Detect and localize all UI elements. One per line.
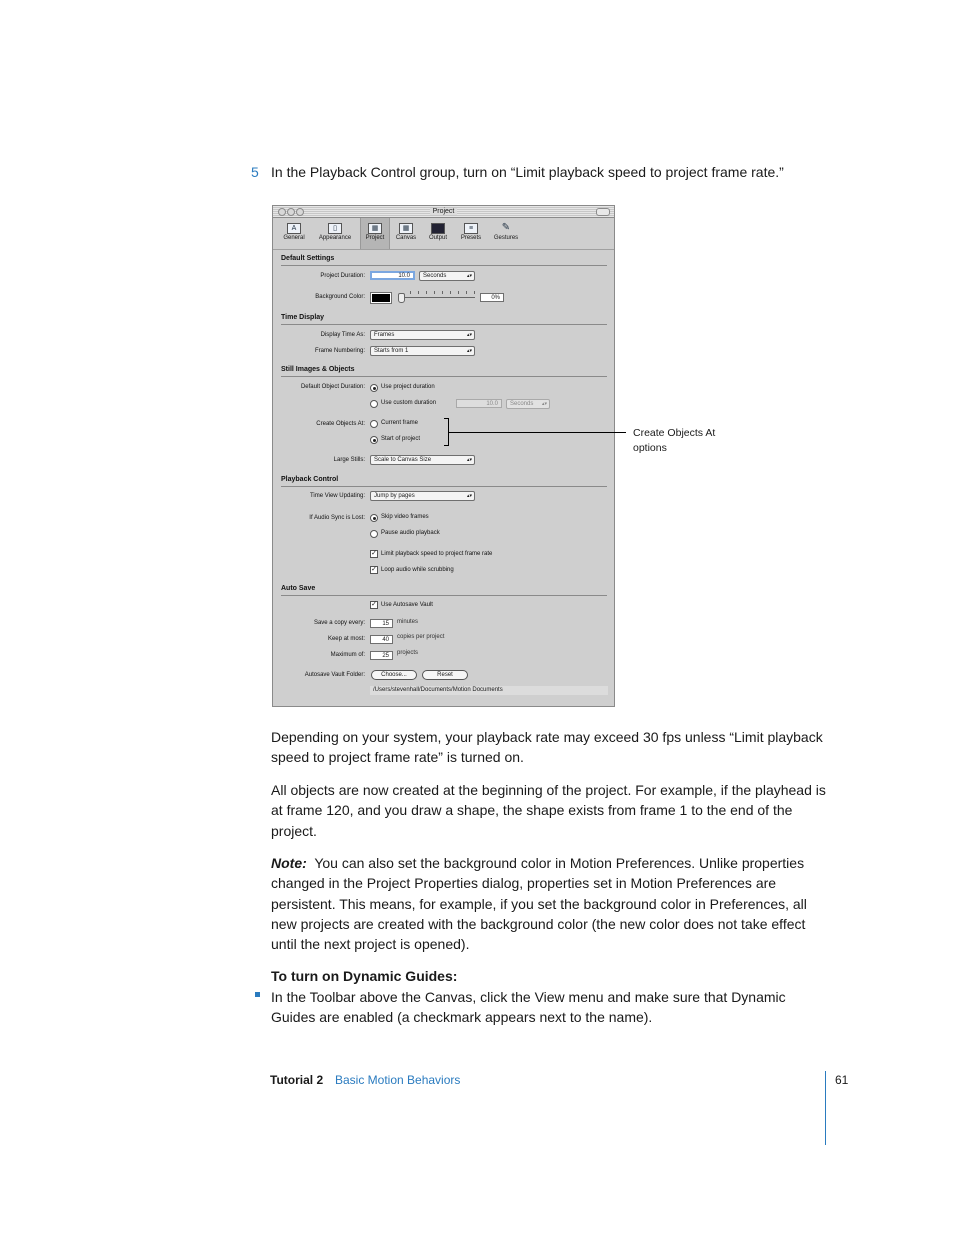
paragraph-playback-rate: Depending on your system, your playback rate may exceed 30 fps unless “Limit playback speed to project frame rate” is turned on.	[271, 729, 823, 766]
use-custom-duration-label: Use custom duration	[381, 400, 437, 406]
window-titlebar	[273, 206, 614, 218]
project-window	[272, 205, 615, 707]
popup-arrows-icon: ▴▾	[466, 332, 472, 338]
loop-audio-label: Loop audio while scrubbing	[381, 567, 454, 573]
popup-arrows-icon: ▴▾	[466, 493, 472, 499]
note-paragraph	[271, 853, 831, 954]
time-view-updating-popup[interactable]: Jump by pages ▴▾	[370, 491, 475, 501]
tab-project[interactable]: ▦ Project	[360, 218, 390, 249]
current-frame-radio[interactable]	[370, 420, 378, 428]
tab-general[interactable]: A General	[283, 225, 305, 241]
display-time-as-popup[interactable]: Frames ▴▾	[370, 330, 475, 340]
popup-arrows-icon: ▴▾	[466, 273, 472, 279]
maximum-of-unit: projects	[397, 650, 419, 656]
checkmark-icon: ✓	[371, 601, 377, 608]
save-copy-every-label: Save a copy every:	[313, 620, 365, 626]
bullet-icon	[255, 992, 260, 997]
project-duration-input[interactable]: 10.0	[370, 271, 415, 280]
skip-video-frames-label: Skip video frames	[381, 514, 429, 520]
background-color-label: Background Color:	[315, 294, 365, 300]
preferences-toolbar	[273, 218, 614, 250]
general-icon: A	[287, 223, 301, 234]
save-copy-every-unit: minutes	[397, 619, 419, 625]
callout-text: Create Objects At options	[633, 427, 716, 454]
opacity-input[interactable]: 0%	[480, 293, 504, 302]
vault-folder-label: Autosave Vault Folder:	[304, 672, 365, 678]
maximum-of-label: Maximum of:	[330, 652, 365, 658]
section-default-settings: Default Settings	[281, 255, 335, 262]
note-text: You can also set the background color in Motion Preferences. Unlike properties changed in the Project Properties dialog, properties set in Motion Preferences are persistent. This means, for example, if you set the background color in Preferences, all new projects are created with the background color (the new color does not take effect until the next project is opened).	[271, 855, 807, 953]
current-frame-label: Current frame	[381, 420, 419, 426]
keep-at-most-unit: copies per project	[397, 634, 445, 640]
use-autosave-vault-checkbox[interactable]	[370, 601, 378, 609]
window-title: Project	[430, 208, 458, 215]
paragraph-objects-created: All objects are now created at the beginning of the project. For example, if the playhead is at frame 120, and you draw a shape, the shape exists from frame 1 to the end of the project.	[271, 782, 826, 839]
appearance-icon: ▯	[328, 223, 342, 234]
start-of-project-radio[interactable]	[370, 436, 378, 444]
presets-icon: ≡	[464, 223, 478, 234]
footer-tutorial: Tutorial 2	[270, 1073, 324, 1087]
create-objects-at-label: Create Objects At:	[316, 421, 365, 427]
page-number: 61	[835, 1073, 849, 1087]
default-object-duration-label: Default Object Duration:	[300, 384, 365, 390]
step-text: In the Playback Control group, turn on “Limit playback speed to project frame rate.”	[271, 164, 784, 180]
canvas-icon: ▦	[399, 223, 413, 234]
large-stills-popup[interactable]: Scale to Canvas Size ▴▾	[370, 455, 475, 465]
frame-numbering-label: Frame Numbering:	[314, 348, 365, 354]
popup-arrows-icon: ▴▾	[541, 401, 547, 407]
divider	[281, 376, 607, 377]
tab-gestures[interactable]: ✎ Gestures	[493, 222, 519, 241]
section-auto-save: Auto Save	[281, 585, 316, 592]
keep-at-most-input[interactable]: 40	[370, 635, 393, 644]
use-autosave-vault-label: Use Autosave Vault	[381, 602, 433, 608]
divider	[281, 595, 607, 596]
audio-sync-label: If Audio Sync is Lost:	[309, 515, 365, 521]
keep-at-most-label: Keep at most:	[327, 636, 365, 642]
use-project-duration-label: Use project duration	[381, 384, 435, 390]
popup-arrows-icon: ▴▾	[466, 348, 472, 354]
project-duration-label: Project Duration:	[320, 273, 365, 279]
divider	[281, 265, 607, 266]
choose-button[interactable]: Choose...	[371, 670, 417, 680]
large-stills-label: Large Stills:	[333, 457, 365, 463]
section-playback-control: Playback Control	[281, 476, 339, 483]
reset-button[interactable]: Reset	[422, 670, 468, 680]
tab-appearance[interactable]: ▯ Appearance	[318, 225, 352, 241]
checkmark-icon: ✓	[371, 550, 377, 557]
start-of-project-label: Start of project	[381, 436, 421, 442]
tab-presets[interactable]: ≡ Presets	[460, 225, 482, 241]
custom-duration-input[interactable]: 10.0	[456, 399, 502, 408]
background-color-well[interactable]	[370, 292, 392, 304]
tab-output[interactable]: Output	[424, 218, 452, 249]
duration-unit-popup[interactable]: Seconds ▴▾	[419, 271, 475, 281]
popup-arrows-icon: ▴▾	[466, 457, 472, 463]
limit-playback-speed-label: Limit playback speed to project frame rate	[381, 551, 493, 557]
step-number: 5	[251, 164, 259, 180]
toolbar-toggle-button[interactable]	[596, 208, 610, 216]
loop-audio-checkbox[interactable]	[370, 566, 378, 574]
limit-playback-speed-checkbox[interactable]	[370, 550, 378, 558]
pause-audio-playback-label: Pause audio playback	[381, 530, 440, 536]
time-view-updating-label: Time View Updating:	[309, 493, 365, 499]
dynamic-guides-heading: To turn on Dynamic Guides:	[271, 968, 458, 984]
skip-video-frames-radio[interactable]	[370, 514, 378, 522]
project-icon: ▦	[368, 223, 382, 234]
callout-line	[449, 432, 626, 433]
divider	[281, 324, 607, 325]
use-project-duration-radio[interactable]	[370, 384, 378, 392]
opacity-slider-knob[interactable]	[398, 293, 405, 303]
opacity-slider[interactable]	[400, 297, 475, 298]
output-icon	[431, 223, 445, 234]
bullet-text: In the Toolbar above the Canvas, click the View menu and make sure that Dynamic Guides are enabled (a checkmark appears next to the name).	[271, 989, 786, 1026]
vault-path: /Users/stevenhall/Documents/Motion Documents	[370, 686, 608, 695]
footer-chapter: Basic Motion Behaviors	[335, 1073, 461, 1087]
maximum-of-input[interactable]: 25	[370, 651, 393, 660]
save-copy-every-input[interactable]: 15	[370, 619, 393, 628]
tab-canvas[interactable]: ▦ Canvas	[395, 225, 417, 241]
section-time-display: Time Display	[281, 314, 325, 321]
display-time-as-label: Display Time As:	[320, 332, 365, 338]
divider	[281, 486, 607, 487]
footer-divider	[825, 1071, 826, 1145]
note-label: Note:	[271, 855, 307, 871]
section-still-images: Still Images & Objects	[281, 366, 355, 373]
checkmark-icon: ✓	[371, 566, 377, 573]
gestures-icon: ✎	[501, 222, 511, 233]
frame-numbering-popup[interactable]: Starts from 1 ▴▾	[370, 346, 475, 356]
pause-audio-playback-radio[interactable]	[370, 530, 378, 538]
use-custom-duration-radio[interactable]	[370, 400, 378, 408]
custom-duration-unit-popup[interactable]: Seconds ▴▾	[506, 399, 550, 409]
